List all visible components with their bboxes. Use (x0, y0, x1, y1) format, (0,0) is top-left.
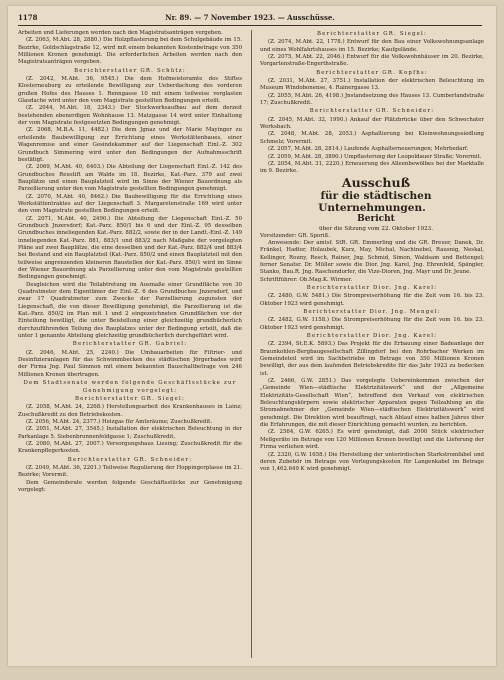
column-divider (251, 30, 252, 658)
paragraph: (Z. 2482, G.W. 1158.) Die Strompreiserhöhung für die Zeit vom 16. bis 23. Oktober 1923 wird genehmigt. (260, 317, 484, 331)
paragraph: (Z. 2063, M.Abt. 28, 2880.) Die Holzpflasterung bei dem Schulgebäude im 15. Bezirke, Goldschlagstraße 12, wird mit einem bekannten Kostenbetrage von 350 Millionen Kronen genehmigt. Die erforderlichen Arbeiten werden nach den Magistratsanträgen vergeben. (18, 37, 242, 66)
paragraph: (Z. 2054, M.Abt. 31, 2220.) Erneuerung des Alleenbewölbes bei der Marktalle im 9. Bezirke. (260, 160, 484, 175)
reporter-line: Berichterstatter GR. Siegel: (74, 395, 186, 402)
page-header (18, 12, 482, 24)
paragraph: (Z. 2042, M.Abt. 36, 9545.) Die dem Hofmeisteramte des Stiftes Klosterneuburg zu erteilende Bewilligung zur Ueberdachung des vorderen großen Hofes des Hauses 1. Renngasse 10 mit einem teilweise verglasten Glasdache wird unter den vom Magistrate gestellten Bedingungen erteilt. (18, 76, 242, 105)
paragraph: (Z. 2068, M.B.A. 11, 4482.) Die dem Jgnaz und der Marie Mayinger zu erteilende Baubewilligung zur Errichtung eines Werkstättenbaues, einer Wagenremise und einer Gesindekammer auf der Liegenschaft Einl.-Z. 302 Grundbuch Simmering wird unter den Bedingungen der Aufnahmsschrift bestätigt. (18, 127, 242, 163)
paragraph: (Z. 2046, M.Abt. 25, 2240.) Die Umbauarbeiten für Filtrier- und Desinfizieranlagen für das Schwimmbecken des städtischen Jörgerbades wird der Firma Jng. Paul Simmon mit einem bekannten Bauschaltbetrage von 246 Millionen Kronen übertragen. (18, 349, 242, 378)
document-page (8, 6, 496, 666)
reporter-line: Berichterstatter GR. Schneider: (67, 456, 193, 463)
paragraph: (Z. 2080, M.Abt. 27, 2007.) Versorgungshaus Liesing; Zuschußkredit für die Krankenpflegerkosten. (18, 440, 242, 455)
paragraph: (Z. 2075, M.Abt. 22, 2046.) Entwurf für die Volkswohnhäuser im 20. Bezirke, Vorgartenstraße-Engerthstraße. (260, 54, 484, 68)
paragraph: (Z. 2394, St.E.K. 5893.) Das Projekt für die Erbauung einer Badeanlage der Braunkohlen-Bergbaugesellschaft Zillingdorf bei den Rohrbacher Werken im Gemeindeteil wird im Sachbetriebe im Betrage von 350 Millionen Kronen bewilligt, der aus dem laufenden Betriebskredite für das Jahr 1923 zu bedecken ist. (260, 341, 484, 377)
reporter-line: Berichterstatter Dior. Jng. Karel: (306, 333, 438, 339)
paragraph: Anwesende: Der amtsf. StR. GR. Emmerling und die GR. Breuer, Danek, Dr. Fränkel, Hadter, Holaubek, Kurz, May, Michal, Nachtnebel, Rausnig, Neskal, Kellinger, Rouny, Resch, Rainer, Jng. Schmid, Simon, Waldsam und Bettengel; ferner Senatsr. Dr. Müller sowie die Dior. Jng. Karel, Jng. Ehrenfeld, Spängler, Stanko, Bau.R. Jng. Raschendorfer, die Vize-Dioren, Jng. Mayr und Dr. Jeune. (260, 239, 484, 276)
paragraph: (Z. 2048, M.Abt. 28, 2053.) Asphaltierung bei Kleinwohnungssiedlung Schmelz; Vorermit. (260, 131, 484, 145)
paragraph: (Z. 2049, M.Abt. 36, 2201.) Teilweise Regulierung der Hoppingerplasse im 21. Bezirke; Vorermit. (18, 464, 242, 479)
reporter-line: Berichterstatter Dior. Jng. Mengel: (303, 308, 441, 315)
paragraph: (Z. 2071, M.Abt. 40, 2490.) Die Abteilung der Liegenschaft Einl.-Z. 50 Grundbuch Jnzersdorf; Kat.-Parz. 850/1 bis 6 und der Einl.-Z. 95 desselben Grundbuches inneliegenden Kat.-Parz. 882/2, sowie der in der Landt.-Einl.-Z. 149 inneliegenden Kat.-Parz. 881, 883/1 und 883/2 nach Maßgabe der vorgelegten Pläne auf zwei Bauplätze, die eine desselben und der Kat.-Parz. 882/4 und 883/4 bei Bestand und ein Bauplatzteil (Kat.-Parz. 850/2 und einen Bauplatzteil mit den teilweise angrenzenden kleineren Baustellen der Kat.-Parz. 850/1 wird im Sinne der Wiener Bauordnung als Parzellierung unter den vom Magistrate gestellten Bedingungen genehmigt. (18, 215, 242, 281)
paragraph: (Z. 2564, G.W. 6265.) Es wird genehmigt, daß 2000 Stück elektrischer Meßgeräte im Betrage von 120 Millionen Kronen bewilligt und die Lieferung der Firma verliehen wird. (260, 429, 484, 451)
paragraph: (Z. 2057, M.Abt. 28, 2814.) Laufende Asphalterneuerungen; Mehrbedarf. (268, 146, 469, 153)
section-sitzung: über die Sitzung vom 22. Oktober 1923. (318, 225, 434, 232)
right-column (260, 30, 484, 660)
header-rule (18, 25, 482, 26)
paragraph: (Z. 2051, M.Abt. 27, 3545.) Installation der elektrischen Beleuchtung in der Parkanlage 5. Siebenbrunnenfeldgasse 1; Zuschußkredit. (18, 426, 242, 440)
reporter-line: Dem Stadtsenate werden folgende Geschäftsstücke zur Genehmigung vorgelegt: (23, 380, 237, 394)
reporter-line: Berichterstatter GR. Siegel: (316, 31, 428, 37)
reporter-line: Berichterstatter GR. Gabriel: (72, 341, 188, 348)
paragraph: Desgleichen wird die Teilabtretung im Ausmaße einer Grundfläche von 30 Quadratmeter dem Eigentümer der Einl.-Z. 6 des Grundbuches Jnzersdorf, und zwar 17 Quadratmeter zum Zwecke der Parzellierung zugunsten der Liegenschaft, die von dieser Bewilligung genehmigt, die Parzellierung ist die Kat.-Parz. 850/2 im Plan mit 1 und 2 eingezeichneten Grundflächen vor der Einteilung bewilligt, die unter Beistellung einer gleichzeitig grundbücherlich durchzuführenden Teilung des Bauplatzes unter der Bedingung erteilt, daß die unter 1 genannte Abteilung gleichzeitig grundbücherlich durchgeführt wird. (18, 281, 242, 340)
paragraph: (Z. 2069, M.Abt. 40, 6403.) Die Abteilung der Liegenschaft Einl.-Z. 142 des Grundbuches Reustift am Walde im 18. Bezirke, Kat.-Parz. 379 auf zwei Bauplätze und einen Bauplatzteil wird im Sinne der Wiener Bauordnung als Parzellierung unter den vom Magistrate gestellten Bedingungen genehmigt. (18, 164, 242, 193)
right-column-bottom (260, 233, 484, 474)
paragraph: (Z. 2070, M.Abt. 40, 8462.) Die Baubewilligung für die Errichtung eines Werkstättentraktes auf der Liegenschaft 3. Margaretenstraße 169 wird unter den vom Magistrate gestellten Bedingungen erteilt. (18, 193, 242, 215)
left-column (18, 30, 242, 660)
paragraph: (Z. 2031, M.Abt. 27, 3751.) Installation der elektrischen Beleuchtung im Museum Windobonense, 4. Rainergasse 13. (260, 78, 484, 92)
reporter-line: Berichterstatter GR. Schneider: (309, 108, 435, 115)
paragraph: (Z. 2480, G.W. 5481.) Die Strompreiserhöhung für die Zeit vom 16. bis 23. Oktober 1923 wird genehmigt. (260, 293, 484, 307)
running-head: Nr. 89. — 7 November 1923. — Ausschüsse. (165, 13, 335, 22)
paragraph: (Z. 2045, M.Abt. 32, 1990.) Ankauf der Plätzbrücke über den Schwechater Werksbach. (260, 116, 484, 131)
section-subtitle: für die städtischen Unternehmungen. (318, 189, 432, 214)
paragraph: (Z. 2044, M.Abt. 18, 2343.) Der Stockwerksaufbau auf dem derzeit bestehenden ebenerdigen Wohnhause 13. Matzgasse 14 wird unter Einhaltung der vom Magistrate festgesetzten Bedingungen genehmigt. (18, 105, 242, 127)
section-title: Ausschuß (341, 174, 411, 190)
paragraph: Dem Gemeinderate werden folgende Geschäftsstücke zur Genehmigung vorgelegt: (18, 479, 242, 493)
page-number: 1178 (18, 13, 38, 22)
paragraph: (Z. 2056, M.Abt. 24, 2377.) Heizgas für Amtsräume; Zuschußkredit. (26, 418, 213, 425)
paragraph: Schriftführer: Ob.Mag.K. Wirmer. (260, 276, 353, 283)
paragraph: (Z. 2055, M.Abt. 26, 4198.) Jnstandsetzung des Hauses 13. Cumberlandstraße 17; Zuschußkredit. (260, 92, 484, 107)
reporter-line: Berichterstatter GR. Kopfhs: (316, 69, 428, 76)
paragraph: (Z. 2074, M.Abt. 22, 1778.) Entwurf für den Bau einer Volkswohnungsanlage und eines Wohlfahrtshauses im 15. Bezirke; Kaufgelände. (260, 39, 484, 53)
paragraph: (Z. 2466, G.W. 2851.) Das vorgelegte Uebereinkommen zwischen der „Gemeinde Wien—städtische Elektrizitätswerk“ und der „Allgemeine Elektrizitäts-Gesellschaft Wien“, betreffend den Verkauf von elektrischen Beleuchtungskörpern sowie elektrischer Apparaten gegen Teilzahlung an die Stromabnehmer der „Gemeinde Wien—städtischen Elektrizitätswerk“ wird genehmigt. Die Direktion wird beauftragt, nach Ablauf eines halben Jahres über die Erfahrungen, die mit dieser Einrichtung gemacht wurden, zu berichten. (260, 378, 484, 429)
right-column-top (260, 31, 484, 176)
reporter-line: Berichterstatter Dior. Jng. Karel: (306, 284, 438, 291)
paragraph: (Z. 2059, M.Abt. 28, 3890.) Umpflasterung der Leopoldauer Straße; Vorermit. (268, 153, 482, 160)
section-bericht: Bericht (357, 213, 395, 224)
paragraph: Arbeiten und Lieferungen werden nach den Magistratsanträgen vergeben. (18, 30, 223, 36)
paragraph: (Z. 2058, M.Abt. 24, 2268.) Herstellungsarbeit des Krankenhauses in Lainz; Zuschußkredit zu den Betriebskosten. (18, 404, 242, 418)
paragraph: Vorsitzender: GR. Sporiß. (260, 232, 330, 239)
reporter-line: Berichterstatter GR. Schütz: (74, 67, 186, 74)
paragraph: (Z. 2320, G.W. 1658.) Die Herstellung der unterirdischen Starkstromfabel und deren Zubehör im Betrage von Verlegungskosten für Langenkabel im Betrage von 1,462.649 K wird genehmigt. (260, 451, 484, 473)
